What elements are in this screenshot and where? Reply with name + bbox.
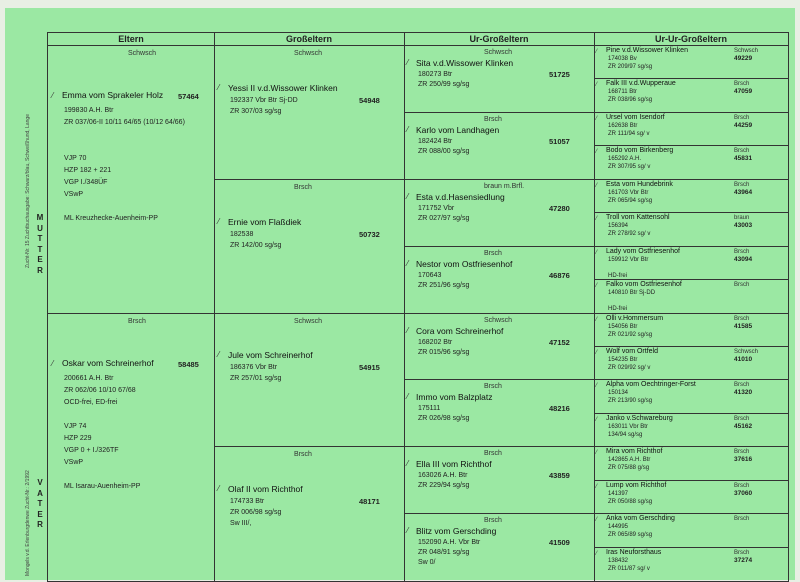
tick-mark: ⁄ — [407, 58, 409, 67]
detail-line: 182538 — [230, 230, 254, 238]
detail-line: 152090 A.H. Vbr Btr — [418, 539, 481, 547]
pedigree-entry — [594, 314, 788, 347]
detail-line: 168711 Btr — [608, 89, 637, 96]
tick-mark: ⁄ — [407, 526, 409, 536]
tick-mark: ⁄ — [596, 82, 598, 89]
dog-name: Sita v.d.Wissower Klinken — [416, 58, 514, 68]
dog-name: Wolf vom Ortfeld — [606, 347, 658, 355]
registration-number: 54948 — [359, 95, 380, 105]
detail-line: 142865 A.H. Btr — [608, 457, 651, 464]
dog-name: Esta v.d.Hasensiedlung — [416, 191, 505, 202]
detail-line: ZR 021/92 sg/sg — [608, 331, 653, 338]
dog-name: Yessi II v.d.Wissower Klinken — [228, 82, 338, 93]
coat-color: Brsch — [734, 516, 750, 523]
detail-line: ZR 278/92 sg/ v — [608, 231, 651, 238]
tick-mark: ⁄ — [407, 325, 409, 335]
detail-line: ML Isarau-Auenheim-PP — [64, 482, 141, 490]
detail-line: VSwP — [64, 458, 84, 466]
pedigree-entry — [404, 46, 594, 113]
tick-mark: ⁄ — [52, 91, 54, 100]
registration-number: 58485 — [178, 359, 199, 369]
tick-mark: ⁄ — [596, 249, 598, 256]
pedigree-entry — [404, 180, 594, 247]
coat-color: Brsch — [734, 415, 750, 422]
detail-line: ZR 229/94 sg/sg — [418, 482, 470, 490]
detail-line: VSwP — [64, 191, 84, 198]
detail-line: 161703 Vbr Btr — [608, 189, 649, 196]
registration-number: 44259 — [734, 121, 753, 129]
detail-line: 174038 Bv — [608, 56, 637, 62]
pedigree-entry — [404, 380, 594, 447]
detail-line: 154235 Btr — [608, 356, 638, 363]
tick-mark: ⁄ — [596, 550, 598, 557]
coat-color: Brsch — [484, 517, 502, 525]
dog-name: Nestor vom Ostfriesenhof — [416, 258, 513, 269]
detail-line: VGP 0 + I./326TF — [64, 446, 119, 454]
vertical-letter: M — [36, 213, 44, 222]
registration-number: 45831 — [734, 155, 753, 163]
detail-line: 200661 A.H. Btr — [64, 374, 114, 382]
tick-mark: ⁄ — [596, 283, 598, 290]
vertical-letter: E — [37, 509, 43, 519]
coat-color: Schwsch — [294, 50, 323, 57]
pedigree-entry — [594, 380, 788, 413]
detail-line: ZR 075/88 g/sg — [608, 465, 650, 472]
pedigree-entry — [404, 247, 594, 314]
tick-mark: ⁄ — [596, 483, 598, 490]
detail-line: ZR 213/90 sg/sg — [608, 398, 653, 405]
detail-line: ZR 011/87 sg/ v — [608, 565, 650, 572]
dog-name: Janko v.Schwareburg — [606, 414, 673, 422]
detail-line: 180273 Btr — [418, 71, 453, 78]
pedigree-entry — [594, 46, 788, 79]
coat-color: Brsch — [294, 183, 312, 191]
detail-line: ML Kreuzhecke-Auenheim-PP — [64, 215, 158, 222]
vertical-letter: T — [37, 499, 43, 508]
coat-color: Schwsch — [484, 316, 513, 324]
dog-name: Cora vom Schreinerhof — [416, 325, 504, 336]
side-margin — [5, 8, 45, 580]
dog-name: Iras Neuforsthaus — [606, 548, 662, 556]
pedigree-entry — [594, 447, 788, 480]
registration-number: 45162 — [734, 422, 753, 430]
tick-mark: ⁄ — [218, 484, 220, 494]
pedigree-entry — [594, 481, 788, 514]
column-header-eltern: Eltern — [48, 33, 214, 46]
detail-line: ZR 050/88 sg/sg — [608, 498, 653, 505]
detail-line: ZR 065/89 sg/sg — [608, 532, 653, 539]
dog-name: Karlo vom Landhagen — [416, 124, 500, 135]
vertical-letter: U — [37, 223, 43, 233]
coat-color: Schwsch — [484, 49, 513, 56]
tick-mark: ⁄ — [407, 191, 409, 201]
coat-color: Brsch — [734, 114, 750, 121]
detail-line: ZR 037/06-II 10/11 64/65 (10/12 64/66) — [64, 119, 185, 126]
detail-line: 174733 Btr — [230, 498, 265, 506]
pedigree-entry — [594, 79, 788, 112]
tick-mark: ⁄ — [596, 416, 598, 423]
coat-color: Brsch — [294, 451, 312, 459]
dog-name: Pine v.d.Wissower Klinken — [606, 47, 688, 54]
pedigree-entry — [594, 113, 788, 146]
tick-mark: ⁄ — [596, 149, 598, 156]
dog-name: Emma vom Sprakeler Holz — [62, 90, 164, 100]
dog-name: Esta vom Hundebrink — [606, 180, 673, 188]
tick-mark: ⁄ — [596, 316, 598, 323]
detail-line: 138432 — [608, 557, 629, 564]
registration-number: 51725 — [549, 70, 570, 79]
registration-number: 48171 — [359, 497, 380, 507]
detail-line: ZR 209/97 sg/sg — [608, 64, 653, 70]
dog-name: Ella III vom Richthof — [416, 459, 492, 470]
detail-line: ZR 307/03 sg/sg — [230, 107, 282, 115]
detail-line: ZR 048/91 sg/sg — [418, 549, 470, 557]
detail-line: ZR 065/94 sg/sg — [608, 197, 653, 204]
detail-line: ZR 142/00 sg/sg — [230, 241, 282, 249]
tick-mark: ⁄ — [596, 182, 598, 189]
tick-mark: ⁄ — [218, 82, 220, 92]
pedigree-entry — [404, 514, 594, 581]
dog-name: Lady vom Ostfriesenhof — [606, 247, 680, 255]
pedigree-entry — [594, 146, 788, 179]
detail-line: ZR 038/96 sg/sg — [608, 97, 653, 104]
detail-line: ZR 029/92 sg/ v — [608, 364, 651, 371]
detail-line: 162638 Btr — [608, 122, 638, 129]
registration-number: 51057 — [549, 136, 570, 146]
detail-line: VJP 74 — [64, 422, 87, 430]
detail-line: 171752 Vbr — [418, 204, 455, 212]
pedigree-entry — [594, 514, 788, 547]
column-header-grosseltern: Großeltern — [214, 33, 404, 46]
detail-line: VJP 70 — [64, 155, 87, 162]
registration-number: 47280 — [549, 203, 570, 213]
detail-line: ZR 251/96 sg/sg — [418, 281, 470, 289]
detail-line: HZP 182 + 221 — [64, 167, 112, 174]
detail-line: OCD-frei, ED-frei — [64, 398, 118, 406]
registration-number: 41585 — [734, 322, 753, 330]
pedigree-entry — [214, 447, 404, 581]
registration-number: 41509 — [549, 538, 570, 548]
detail-line: 150134 — [608, 390, 629, 397]
pedigree-entry — [214, 46, 404, 180]
pedigree-entry — [48, 46, 214, 314]
pedigree-entry — [404, 314, 594, 381]
detail-line: 159912 Vbr Btr — [608, 256, 649, 263]
dog-name: Blitz vom Gerschding — [416, 526, 497, 537]
detail-line: HD-frei — [608, 306, 627, 313]
vater-label — [35, 478, 45, 531]
detail-line: 168202 Btr — [418, 338, 453, 346]
coat-color: Brsch — [734, 282, 750, 289]
tick-mark: ⁄ — [596, 517, 598, 524]
detail-line: 163026 A.H. Btr — [418, 472, 468, 480]
dog-name: Oskar vom Schreinerhof — [62, 357, 154, 368]
registration-number: 37616 — [734, 456, 753, 464]
tick-mark: ⁄ — [407, 392, 409, 402]
side-note-bottom: Mongels v.d. Erlenburgdenwe Zucht-Nr.: 2/1992 — [25, 470, 31, 576]
vertical-letter: V — [37, 478, 43, 487]
dog-name: Falk III v.d.Wupperaue — [606, 80, 676, 88]
detail-line: ZR 027/97 sg/sg — [418, 214, 470, 222]
vertical-letter: R — [37, 520, 43, 529]
registration-number: 57464 — [178, 92, 199, 101]
detail-line: ZR 062/06 10/10 67/68 — [64, 386, 136, 394]
coat-color: Brsch — [734, 148, 750, 155]
tick-mark: ⁄ — [596, 349, 598, 356]
registration-number: 54915 — [359, 363, 380, 373]
registration-number: 41320 — [734, 389, 753, 397]
pedigree-entry — [594, 414, 788, 447]
detail-line: 156394 — [608, 223, 629, 230]
dog-name: Bodo vom Birkenberg — [606, 147, 674, 155]
pedigree-entry — [594, 213, 788, 246]
tick-mark: ⁄ — [407, 124, 409, 134]
detail-line: ZR 006/98 sg/sg — [230, 509, 282, 517]
pedigree-entry — [594, 548, 788, 581]
pedigree-entry — [48, 314, 214, 582]
coat-color: Brsch — [734, 181, 750, 188]
registration-number: 47059 — [734, 88, 753, 96]
detail-line: 141397 — [608, 490, 629, 497]
registration-number: 43003 — [734, 222, 753, 230]
detail-line: 199830 A.H. Btr — [64, 107, 114, 114]
dog-name: Olaf II vom Richthof — [228, 484, 303, 495]
coat-color: Schwsch — [128, 50, 157, 57]
detail-line: ZR 015/96 sg/sg — [418, 348, 470, 356]
pedigree-entry — [594, 280, 788, 313]
detail-line: ZR 257/01 sg/sg — [230, 375, 282, 383]
pedigree-entry — [214, 314, 404, 448]
vertical-letter: R — [37, 265, 43, 275]
registration-number: 41010 — [734, 355, 753, 363]
detail-line: ZR 088/00 sg/sg — [418, 147, 470, 155]
pedigree-entry — [594, 347, 788, 380]
vertical-letter: T — [37, 244, 43, 254]
detail-line: 134/94 sg/sg — [608, 431, 643, 438]
dog-name: Troll vom Kattensohl — [606, 214, 670, 222]
dog-name: Immo vom Balzplatz — [416, 392, 493, 403]
coat-color: Brsch — [734, 549, 750, 556]
registration-number: 37060 — [734, 489, 753, 497]
coat-color: Brsch — [484, 249, 502, 257]
tick-mark: ⁄ — [218, 216, 220, 226]
coat-color: Brsch — [734, 81, 750, 88]
pedigree-entry — [594, 247, 788, 280]
detail-line: 182424 Btr — [418, 137, 453, 145]
dog-name: Alpha vom Oechtringer-Forst — [606, 381, 696, 389]
dog-name: Lump vom Richthof — [606, 481, 667, 489]
column-header-urgrosseltern: Ur-Großeltern — [404, 33, 594, 46]
mutter-label — [35, 213, 45, 276]
dog-name: Ursel vom Isendorf — [606, 113, 665, 121]
coat-color: Brsch — [128, 317, 146, 325]
dog-name: Olli v.Hommersum — [606, 314, 664, 322]
detail-line: Sw III/, — [230, 520, 252, 528]
detail-line: ZR 026/98 sg/sg — [418, 415, 470, 423]
detail-line: 154056 Btr — [608, 323, 638, 330]
column-header-ururgrosseltern: Ur-Ur-Großeltern — [594, 33, 788, 46]
registration-number: 37274 — [734, 556, 753, 564]
registration-number: 43859 — [549, 471, 570, 481]
pedigree-table — [47, 32, 789, 582]
coat-color: Brsch — [484, 115, 502, 123]
dog-name: Jule vom Schreinerhof — [228, 350, 313, 361]
tick-mark: ⁄ — [596, 115, 598, 122]
dog-name: Ernie vom Flaßdiek — [228, 216, 302, 227]
vertical-letter: E — [37, 255, 43, 264]
dog-name: Mira vom Richthof — [606, 448, 663, 456]
tick-mark: ⁄ — [407, 258, 409, 268]
dog-name: Anka vom Gerschding — [606, 515, 675, 523]
coat-color: Brsch — [484, 383, 502, 391]
detail-line: 144995 — [608, 524, 629, 531]
vertical-letter: T — [37, 234, 43, 243]
coat-color: Brsch — [484, 450, 502, 458]
detail-line: 192337 Vbr Btr Sj-DD — [230, 96, 298, 104]
coat-color: Brsch — [734, 315, 750, 322]
tick-mark: ⁄ — [596, 450, 598, 457]
vertical-letter: A — [37, 488, 43, 498]
pedigree-entry — [404, 113, 594, 180]
detail-line: ZR 307/95 sg/ v — [608, 164, 651, 171]
coat-color: Schwsch — [734, 48, 759, 54]
registration-number: 49229 — [734, 55, 753, 62]
coat-color: Schwsch — [734, 348, 759, 355]
pedigree-entry — [404, 447, 594, 514]
dog-name: Falko vom Ostfriesenhof — [606, 281, 682, 289]
registration-number: 48216 — [549, 404, 570, 414]
detail-line: 175111 — [418, 405, 441, 413]
registration-number: 47152 — [549, 337, 570, 347]
side-note-top: Zucht-Nr. 15 Zuchtbuchausgabe: Schwarz/blau, Schweißhund, Lange — [25, 114, 31, 268]
tick-mark: ⁄ — [407, 459, 409, 469]
registration-number: 43964 — [734, 188, 753, 196]
tick-mark: ⁄ — [596, 383, 598, 390]
detail-line: HD-frei — [608, 272, 627, 279]
detail-line: 170643 — [418, 271, 442, 279]
coat-color: braun — [734, 215, 750, 222]
detail-line: 140810 Btr Sj-DD — [608, 290, 656, 297]
coat-color: Brsch — [734, 449, 750, 456]
coat-color: Brsch — [734, 382, 750, 389]
detail-line: 163011 Vbr Btr — [608, 423, 648, 430]
detail-line: ZR 250/99 sg/sg — [418, 81, 470, 88]
coat-color: braun m.Brfl. — [484, 182, 525, 190]
pedigree-entry — [214, 180, 404, 314]
tick-mark: ⁄ — [596, 49, 598, 55]
coat-color: Brsch — [734, 248, 750, 255]
detail-line: 186376 Vbr Btr — [230, 364, 278, 372]
detail-line: Sw 0/ — [418, 559, 436, 567]
detail-line: ZR 111/94 sg/ v — [608, 130, 650, 137]
tick-mark: ⁄ — [52, 358, 54, 368]
registration-number: 50732 — [359, 229, 380, 239]
coat-color: Schwsch — [294, 317, 323, 325]
tick-mark: ⁄ — [596, 216, 598, 223]
registration-number: 46876 — [549, 270, 570, 280]
detail-line: VGP I./348ÜF — [64, 179, 108, 186]
coat-color: Brsch — [734, 482, 750, 489]
pedigree-entry — [594, 180, 788, 213]
tick-mark: ⁄ — [218, 350, 220, 360]
pedigree-sheet — [5, 8, 795, 580]
registration-number: 43094 — [734, 255, 753, 263]
detail-line: 165292 A.H. — [608, 156, 642, 163]
detail-line: HZP 229 — [64, 434, 92, 442]
